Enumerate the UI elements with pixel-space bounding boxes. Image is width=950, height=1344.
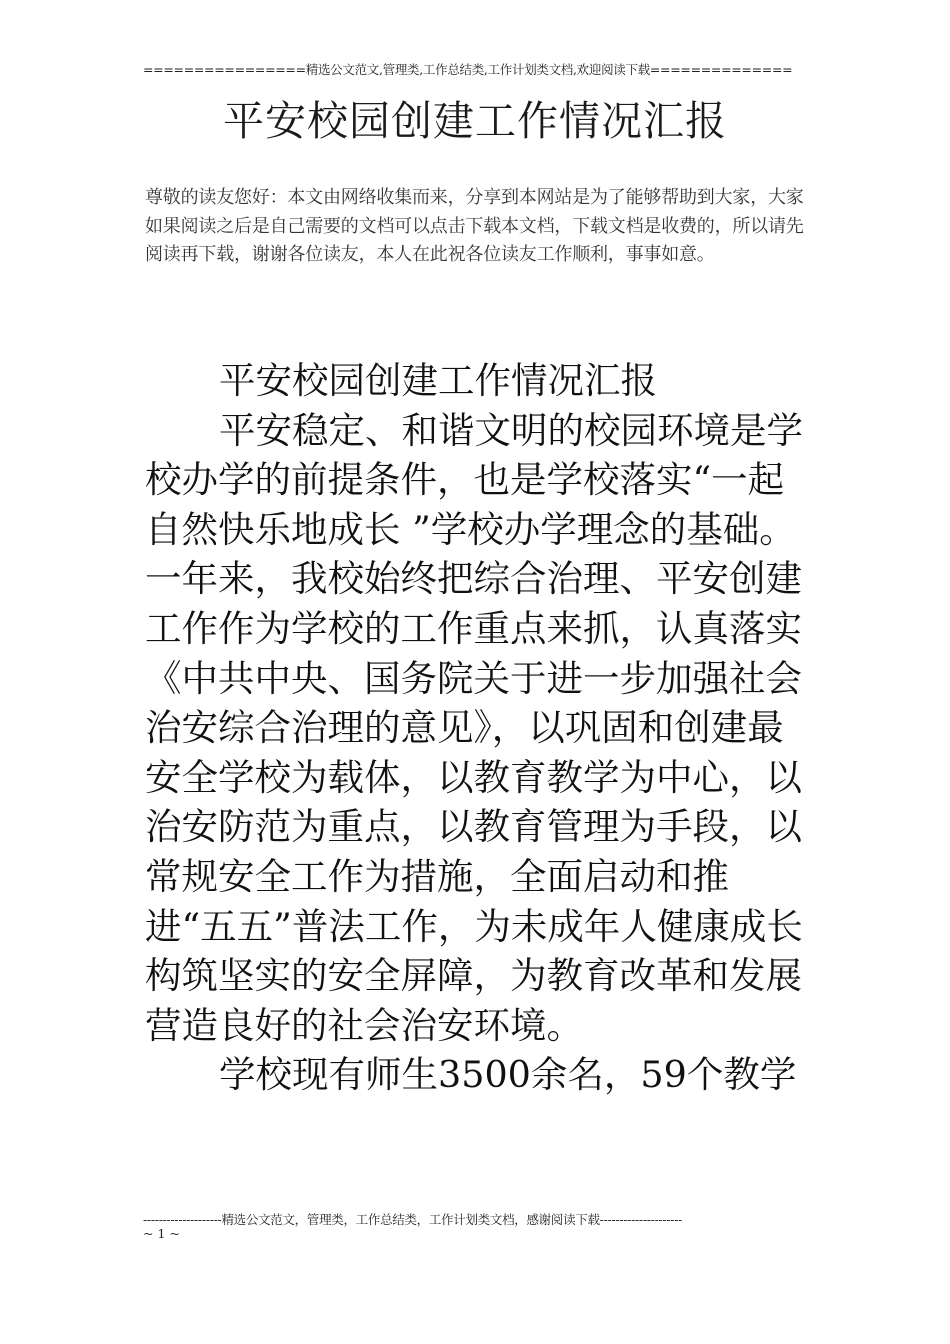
body-paragraph-2: 学校现有师生3500余名，59个教学: [219, 1053, 797, 1097]
page-footer: --------------------精选公文范文，管理类，工作总结类，工作计划类文档，感谢阅读下载---------------------: [143, 1212, 683, 1227]
body-heading: 平安校园创建工作情况汇报: [219, 359, 657, 402]
page-number: ~ 1 ~: [143, 1226, 180, 1241]
document-body: [145, 356, 810, 1100]
document-title: 平安校园创建工作情况汇报: [223, 97, 727, 145]
page-header: ================精选公文范文,管理类,工作总结类,工作计划类文档,欢迎阅读下载==============: [143, 62, 793, 77]
reader-notice: 尊敬的读友您好：本文由网络收集而来，分享到本网站是为了能够帮助到大家，大家如果阅读之后是自己需要的文档可以点击下载本文档，下载文档是收费的，所以请先阅读再下载，谢谢各位读友，本人在此祝各位读友工作顺利，事事如意。: [145, 187, 804, 265]
body-paragraph-1: 平安稳定、和谐文明的校园环境是学校办学的前提条件，也是学校落实“一起自然快乐地成长 ”学校办学理念的基础。一年来，我校始终把综合治理、平安创建工作作为学校的工作重点来抓，认真落实《中共中央、国务院关于进一步加强社会治安综合治理的意见》，以巩固和创建最安全学校为载体，以教育教学为中心，以治安防范为重点，以教育管理为手段，以常规安全工作为措施，全面启动和推进“五五”普法工作，为未成年人健康成长构筑坚实的安全屏障，为教育改革和发展营造良好的社会治安环境。: [145, 408, 803, 1047]
